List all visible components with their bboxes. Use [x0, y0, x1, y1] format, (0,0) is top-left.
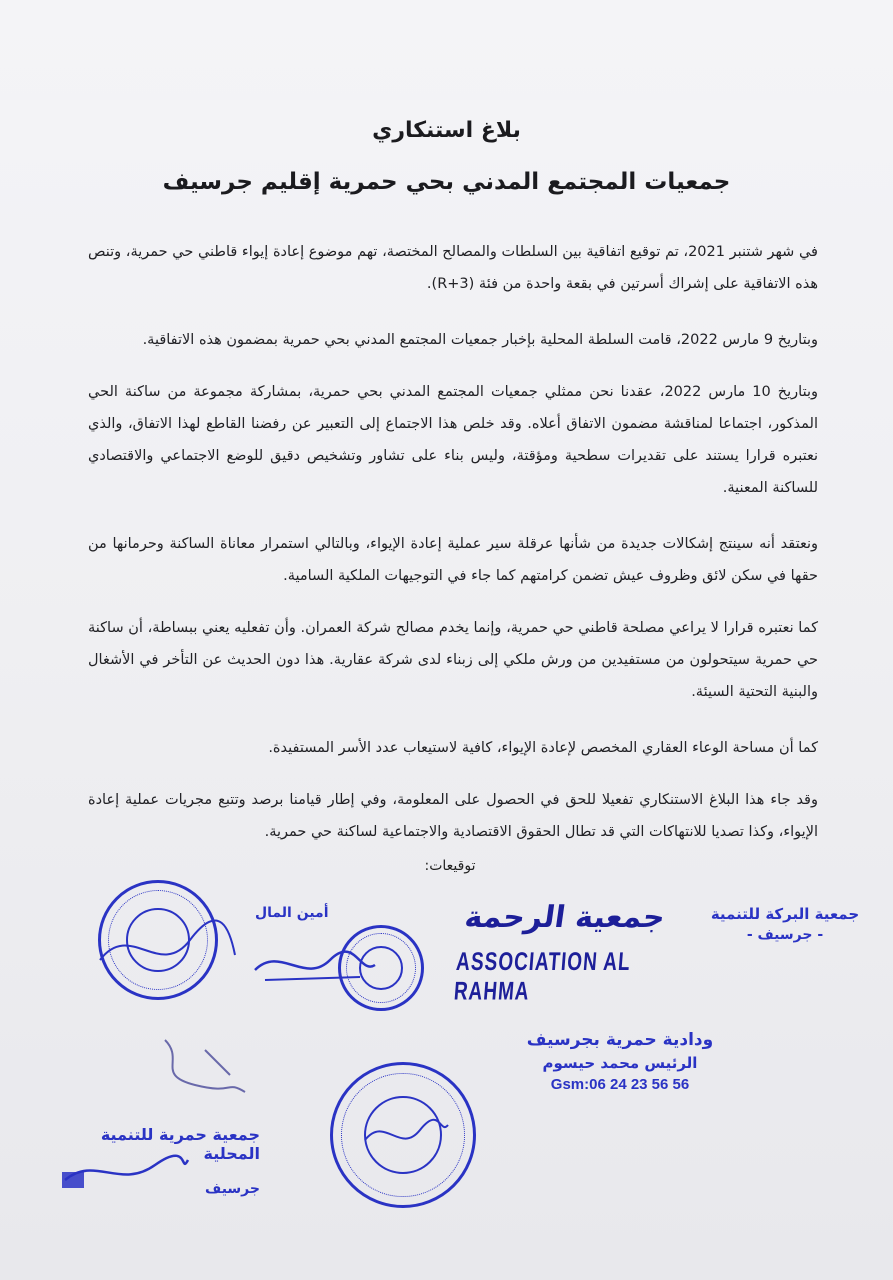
document-subtitle: جمعيات المجتمع المدني بحي حمرية إقليم جرسيف [162, 169, 731, 195]
document-body [88, 236, 818, 872]
paragraph-4: ونعتقد أنه سينتج إشكالات جديدة من شأنها عرقلة سير عملية إعادة الإيواء، وبالتالي استمرار معاناة الساكنة وحرمانها من حقها في سكن لائق وظروف عيش تضمن كرامتهم كما جاء في التوجيهات الملكية السامية. [88, 536, 818, 584]
faded-signature [95, 1030, 255, 1100]
signature-scribble-3 [360, 1110, 450, 1160]
wadadia-name: ودادية حمرية بجرسيف [526, 1030, 714, 1050]
hamria-city: جرسيف [205, 1181, 260, 1197]
baraka-name: جمعية البركة للتنمية [710, 905, 860, 923]
treasurer-label: أمين المال [255, 905, 329, 921]
hamria-name: جمعية حمرية للتنمية المحلية [100, 1125, 260, 1163]
title-block [0, 118, 893, 195]
wadadia-president: الرئيس محمد حيسوم [542, 1054, 698, 1072]
paragraph-5: كما نعتبره قرارا لا يراعي مصلحة قاطني حي حمرية، وإنما يخدم مصالح شركة العمران. وأن تفعليه يعني ببساطة، أن ساكنة حي حمرية سيتحولون من مستفيدين من ورش ملكي إلى زبناء لدى شركة عقارية. هذا دون الحديث عن التأخر في الأشغال والبنية التحتية السيئة. [88, 620, 818, 700]
paragraph-1: في شهر شتنبر 2021، تم توقيع اتفاقية بين السلطات والمصالح المختصة، تهم موضوع إعادة إيواء قاطني حي حمرية، وتنص هذه الاتفاقية على إشراك أسرتين في بقعة واحدة من فئة (R+3). [88, 244, 818, 292]
document-title: بلاغ استنكاري [372, 118, 521, 143]
rahma-association-logo [452, 900, 668, 1007]
wadadia-phone: Gsm:06 24 23 56 56 [550, 1076, 690, 1093]
signature-scribble-1 [90, 900, 240, 990]
paragraph-6: كما أن مساحة الوعاء العقاري المخصص لإعادة الإيواء، كافية لاستيعاب عدد الأسر المستفيدة. [268, 740, 818, 756]
signature-scribble-4 [60, 1150, 190, 1195]
signatures-label: توقيعات: [424, 858, 476, 874]
rahma-latin-name: ASSOCIATION AL RAHMA [452, 948, 632, 1007]
rahma-arabic-name: جمعية الرحمة [462, 900, 668, 935]
paragraph-2: وبتاريخ 9 مارس 2022، قامت السلطة المحلية بإخبار جمعيات المجتمع المدني بحي حمرية بمضمون هذه الاتفاقية. [142, 332, 818, 348]
faded-stamp [95, 1030, 255, 1105]
baraka-association-stamp [700, 905, 870, 943]
signature-scribble-2 [250, 935, 380, 995]
paragraph-3: وبتاريخ 10 مارس 2022، عقدنا نحن ممثلي جمعيات المجتمع المدني بحي حمرية، بمشاركة مجموعة من ساكنة الحي المذكور، اجتماعا لمناقشة مضمون الاتفاق أعلاه. وقد خلص هذا الاجتماع إلى التعبير عن رفضنا القاطع لهذا الاتفاق، والذي نعتبره قرارا يستند على تقديرات سطحية ومؤقتة، وليس بناء على تشاور وتشخيص دقيق للوضع الاجتماعي والاقتصادي للساكنة المعنية. [88, 384, 818, 496]
paragraph-7: وقد جاء هذا البلاغ الاستنكاري تفعيلا للحق في الحصول على المعلومة، وفي إطار قيامنا برصد وتتبع مجريات عملية إعادة الإيواء، وكذا تصديا للانتهاكات التي قد تطال الحقوق الاقتصادية والاجتماعية لساكنة حي حمرية. [88, 792, 818, 840]
wadadia-hamria-stamp [500, 1030, 740, 1093]
baraka-city: - جرسيف - [746, 927, 824, 943]
